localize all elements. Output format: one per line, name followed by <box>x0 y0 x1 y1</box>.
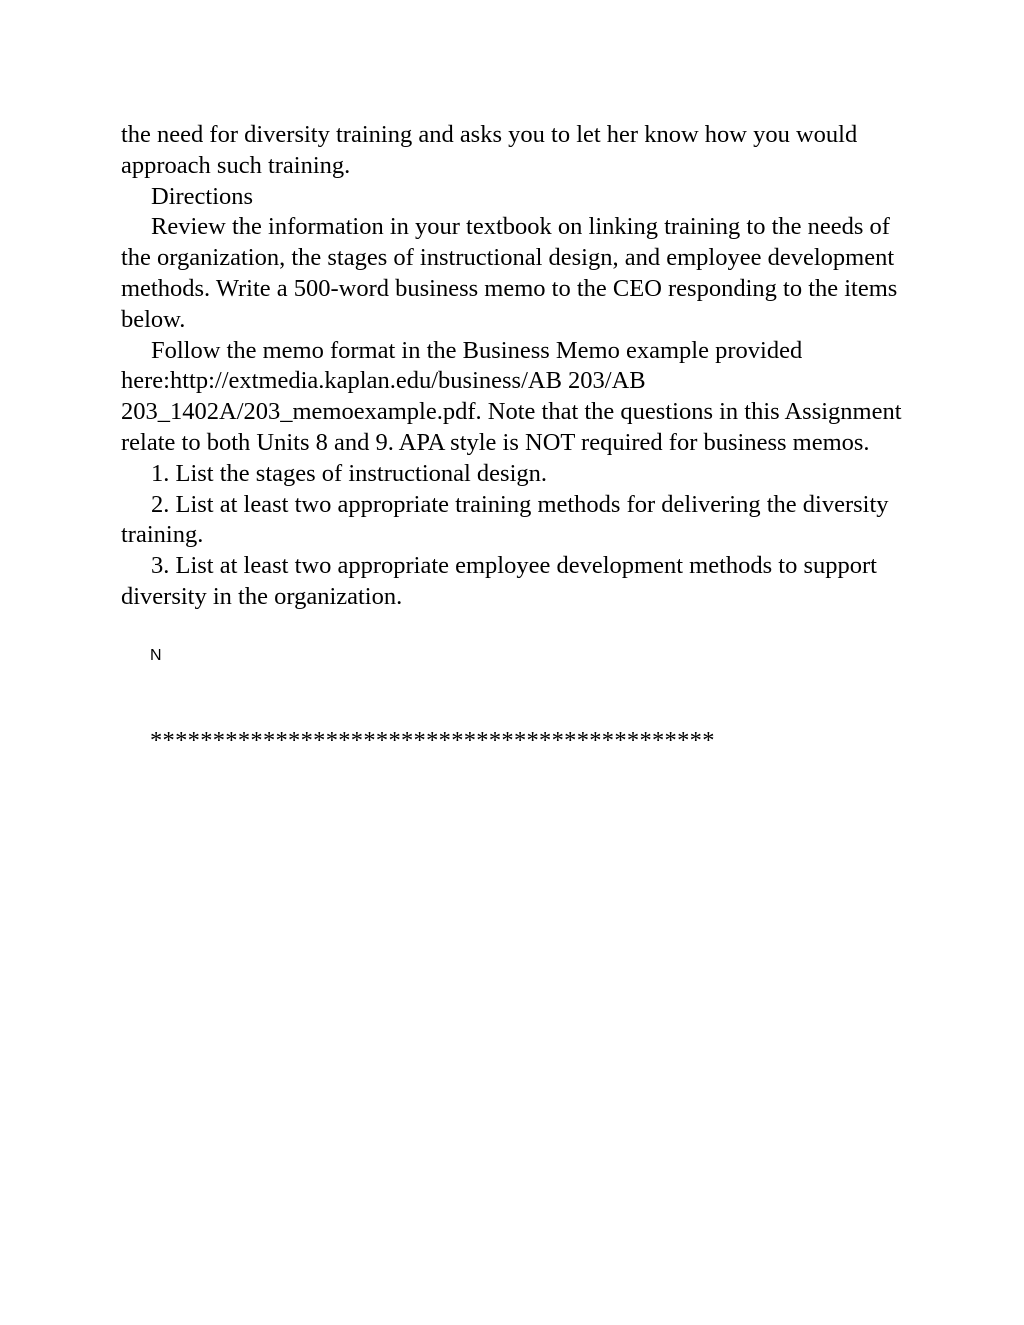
list-item: 1. List the stages of instructional design. <box>151 459 548 487</box>
list-item: 2. List at least two appropriate training methods for delivering the diversity training. <box>121 490 889 549</box>
asterisk-separator: ********************************************* <box>150 727 715 754</box>
document-body <box>121 120 911 613</box>
stray-mark: N <box>150 647 162 664</box>
continuation-paragraph: the need for diversity training and asks you to let her know how you would approach such training. <box>121 121 858 179</box>
list-item: 3. List at least two appropriate employee development methods to support diversity in the organization. <box>121 552 877 610</box>
follow-paragraph: Follow the memo format in the Business Memo example provided here:http://extmedia.kaplan.edu/business/AB 203/AB 203_1402A/203_memoexample.pdf. Note that the questions in this Assignment relate to both Units 8 and 9. APA style is NOT required for business memos. <box>121 336 902 456</box>
review-paragraph: Review the information in your textbook on linking training to the needs of the organization, the stages of instructional design, and employee development methods. Write a 500-word business memo to the CEO responding to the items below. <box>121 213 898 333</box>
directions-heading: Directions <box>151 182 254 210</box>
